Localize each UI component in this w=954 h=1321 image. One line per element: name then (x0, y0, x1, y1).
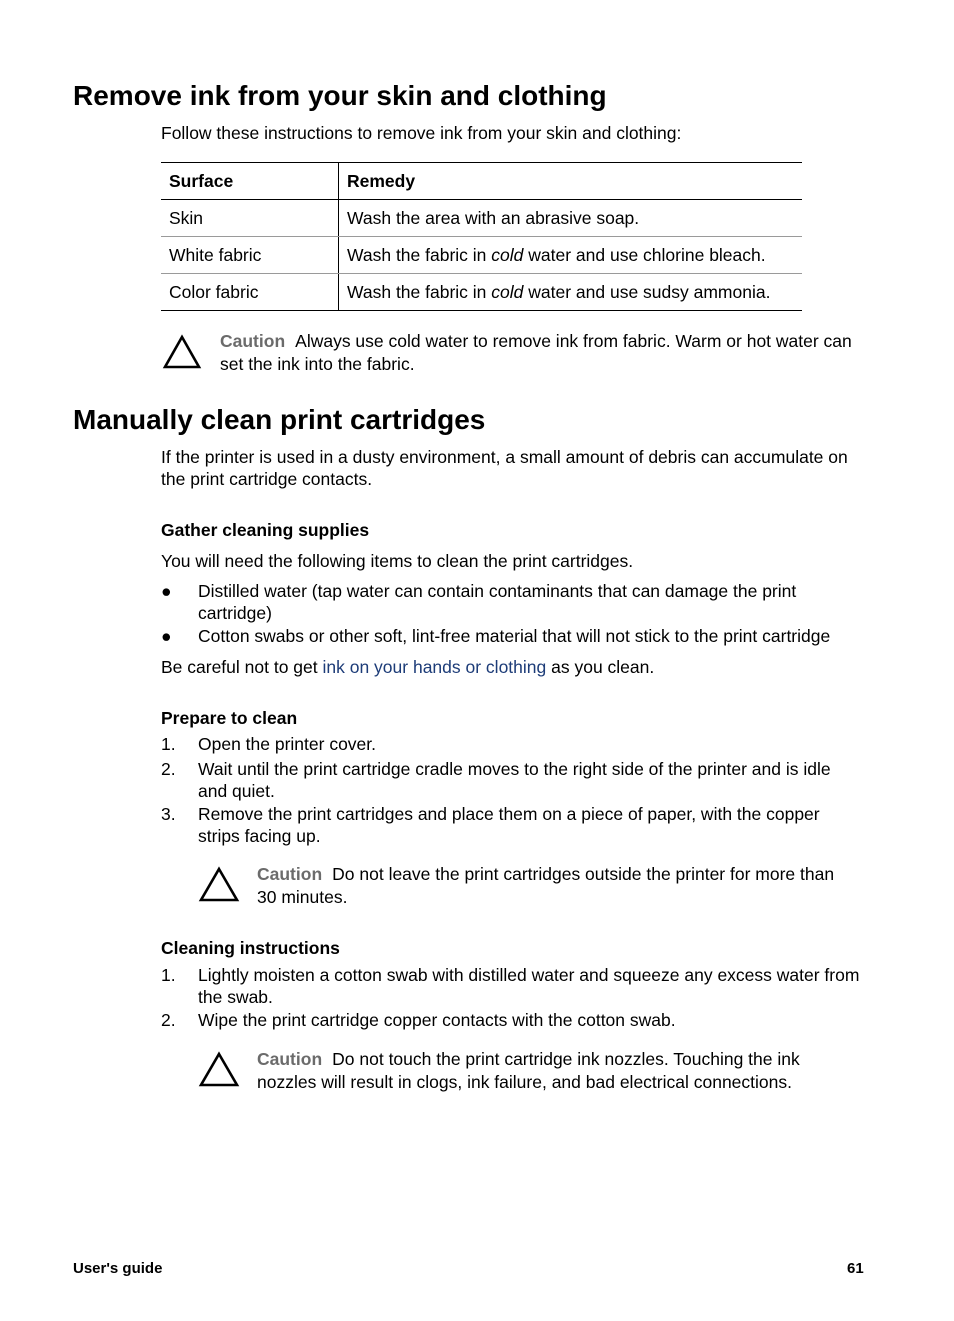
caution-text: Do not leave the print cartridges outside the printer for more than 30 minutes. (257, 864, 835, 907)
warning-triangle-icon (198, 866, 240, 903)
section-intro: If the printer is used in a dusty environment, a small amount of debris can accumulate on the print cartridge contacts. (161, 447, 848, 489)
list-item: 3. Remove the print cartridges and place them on a piece of paper, with the copper strips facing up. (161, 804, 820, 846)
caution-note (257, 1048, 857, 1094)
subheading-gather-supplies: Gather cleaning supplies (161, 520, 370, 540)
table-header-surface: Surface (161, 163, 339, 200)
list-item: 1. Open the printer cover. (161, 734, 377, 754)
table-header-row (161, 163, 802, 200)
section-title-clean-cartridges: Manually clean print cartridges (73, 404, 486, 435)
table-row (161, 200, 802, 237)
warning-triangle-icon (198, 1051, 240, 1088)
subheading-cleaning-instructions: Cleaning instructions (161, 938, 340, 958)
remedy-table (161, 162, 802, 311)
page-number: 61 (847, 1260, 864, 1277)
caution-label: Caution (257, 864, 323, 884)
table-cell-remedy: Wash the fabric in cold water and use sudsy ammonia. (339, 274, 803, 311)
table-row (161, 237, 802, 274)
section-intro: Follow these instructions to remove ink from your skin and clothing: (161, 123, 682, 143)
caution-label: Caution (220, 331, 286, 351)
list-item: 1. Lightly moisten a cotton swab with distilled water and squeeze any excess water from the swab. (161, 965, 860, 1007)
caution-text: Do not touch the print cartridge ink nozzles. Touching the ink nozzles will result in clogs, ink failure, and bad electrical connections. (257, 1049, 800, 1092)
careful-note: Be careful not to get ink on your hands or clothing as you clean. (161, 657, 655, 677)
table-cell-surface: Skin (161, 200, 339, 237)
caution-text: Always use cold water to remove ink from fabric. Warm or hot water can set the ink into the fabric. (220, 331, 852, 374)
table-row (161, 274, 802, 311)
subheading-prepare-to-clean: Prepare to clean (161, 708, 298, 728)
prepare-steps (161, 733, 861, 847)
bullet-icon: ● (161, 581, 172, 601)
section-title-remove-ink: Remove ink from your skin and clothing (73, 80, 607, 111)
ink-on-hands-link[interactable]: ink on your hands or clothing (322, 657, 547, 677)
footer-title: User's guide (73, 1260, 163, 1277)
caution-note (257, 863, 857, 909)
warning-triangle-icon (162, 334, 202, 370)
list-item: 2. Wait until the print cartridge cradle moves to the right side of the printer and is idle and quiet. (161, 759, 831, 801)
gather-intro: You will need the following items to clean the print cartridges. (161, 551, 634, 571)
table-cell-remedy: Wash the fabric in cold water and use chlorine bleach. (339, 237, 803, 274)
list-item: 2. Wipe the print cartridge copper contacts with the cotton swab. (161, 1010, 676, 1030)
list-item: ● Cotton swabs or other soft, lint-free material that will not stick to the print cartridge (161, 626, 831, 646)
table-cell-surface: Color fabric (161, 274, 339, 311)
caution-note (220, 330, 860, 376)
cleaning-steps (161, 964, 861, 1031)
supplies-list (161, 580, 867, 647)
bullet-icon: ● (161, 626, 172, 646)
table-header-remedy: Remedy (339, 163, 803, 200)
caution-label: Caution (257, 1049, 323, 1069)
table-cell-remedy: Wash the area with an abrasive soap. (339, 200, 803, 237)
table-cell-surface: White fabric (161, 237, 339, 274)
list-item: ● Distilled water (tap water can contain contaminants that can damage the print cartridge) (161, 581, 797, 623)
